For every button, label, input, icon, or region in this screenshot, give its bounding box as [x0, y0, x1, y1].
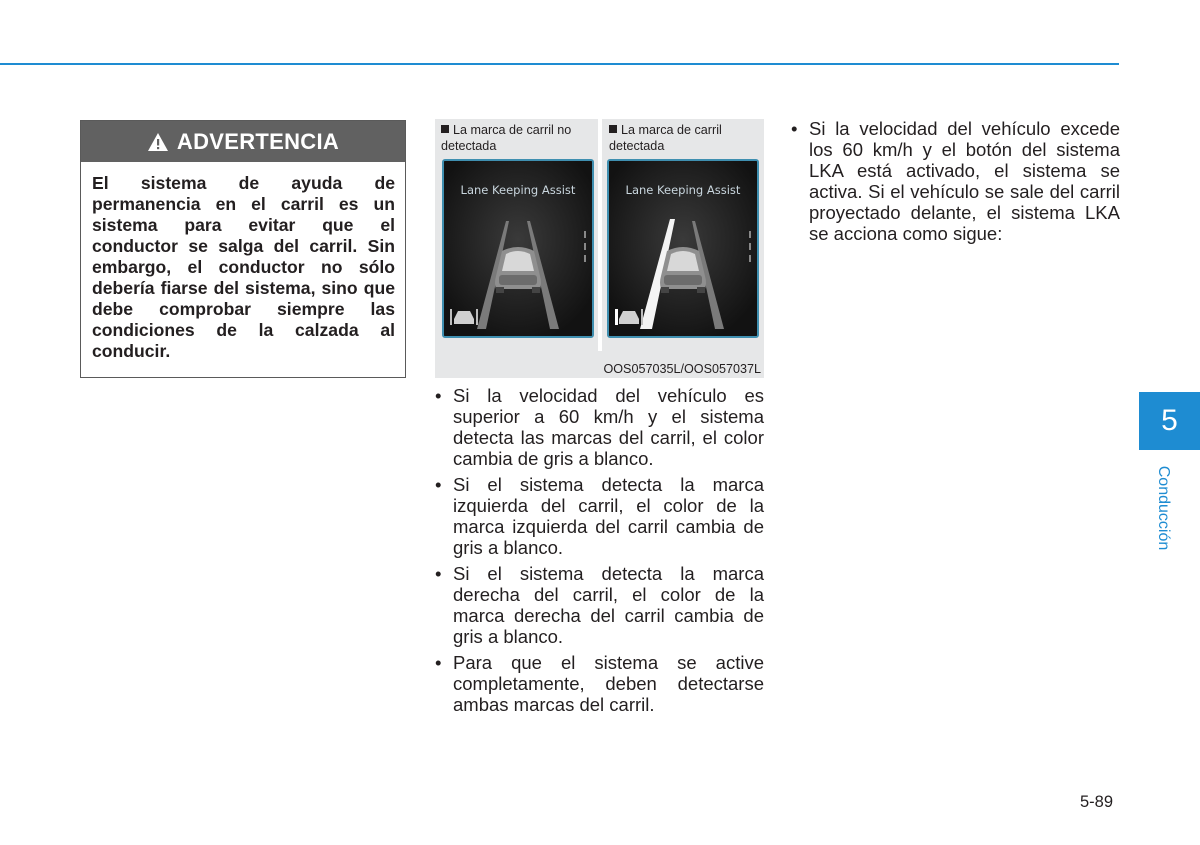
list-item: • Si el sistema detecta la marca derecha del carril, el color de la marca derecha del carril cambia de gris a blanco. [435, 563, 764, 647]
figure-divider [598, 119, 602, 351]
list-item: • Si el sistema detecta la marca izquierda del carril, el color de la marca izquierda del carril cambia de gris a blanco. [435, 474, 764, 558]
left-screen-title: Lane Keeping Assist [460, 183, 576, 197]
side-indicator-icon [749, 231, 751, 262]
top-rule [0, 63, 1119, 65]
warning-header [81, 121, 405, 162]
middle-bullet-list [435, 385, 764, 720]
list-item: • Para que el sistema se active completamente, deben detectarse ambas marcas del carril. [435, 652, 764, 715]
list-item: • Si la velocidad del vehículo excede los 60 km/h y el botón del sistema LKA está activado, el sistema se activa. Si el vehículo se sale del carril proyectado delante, el sistema LKA se acciona como sigue: [791, 118, 1120, 244]
figure-code: OOS057035L/OOS057037L [603, 362, 761, 376]
left-screen-graphic [444, 161, 592, 336]
square-bullet-icon [609, 125, 617, 133]
page-number: 5-89 [1080, 793, 1114, 811]
warning-title: ADVERTENCIA [176, 128, 340, 154]
warning-triangle-icon [147, 132, 169, 152]
car-icon [660, 247, 706, 293]
chapter-number-tab: 5 [1139, 392, 1200, 450]
warning-box [80, 120, 406, 378]
left-panel-caption [441, 122, 597, 154]
square-bullet-icon [441, 125, 449, 133]
left-caption-text: La marca de carril no detectada [441, 123, 572, 153]
right-bullet-list [791, 118, 1120, 249]
right-caption-text: La marca de carril detectada [609, 123, 722, 153]
lka-figure [435, 119, 764, 378]
side-indicator-icon [584, 231, 586, 262]
left-cluster-screen [442, 159, 594, 338]
right-cluster-screen [607, 159, 759, 338]
list-item: • Si la velocidad del vehículo es superior a 60 km/h y el sistema detecta las marcas del carril, el color cambia de gris a blanco. [435, 385, 764, 469]
right-panel-caption [609, 122, 759, 154]
right-screen-graphic [609, 161, 757, 336]
chapter-label-text: Conducción [1155, 465, 1172, 551]
right-screen-title: Lane Keeping Assist [625, 183, 741, 197]
car-icon [495, 247, 541, 293]
warning-text: El sistema de ayuda de permanencia en el carril es un sistema para evitar que el conductor se salga del carril. Sin embargo, el conductor no sólo debería fiarse del sistema, sino que debe comprobar siempre las condiciones de la calzada al conducir. [92, 173, 395, 361]
